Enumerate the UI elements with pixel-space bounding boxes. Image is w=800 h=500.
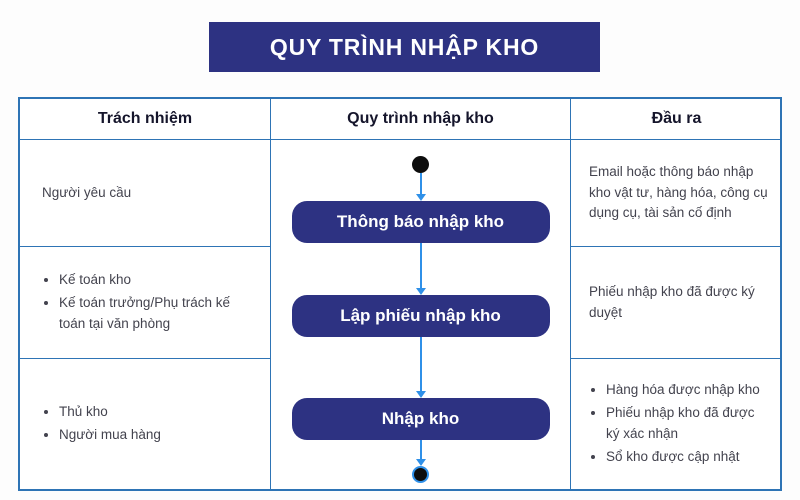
responsibility-cell-1 bbox=[20, 140, 271, 247]
header-cell-output bbox=[571, 99, 782, 140]
flow-diagram bbox=[271, 140, 571, 489]
header-cell-responsibility bbox=[20, 99, 271, 140]
arrow-down-icon bbox=[416, 337, 426, 398]
responsibility-cell-2 bbox=[20, 247, 271, 359]
list-item: • Người mua hàng bbox=[59, 425, 256, 446]
output-list bbox=[589, 378, 770, 470]
header-cell-process bbox=[271, 99, 571, 140]
output-cell-2 bbox=[571, 247, 782, 359]
header-label: Quy trình nhập kho bbox=[347, 110, 494, 127]
arrow-down-icon bbox=[416, 243, 426, 295]
output-cell-3 bbox=[571, 359, 782, 489]
flow-step-label: Lập phiếu nhập kho bbox=[340, 305, 501, 325]
arrow-down-icon bbox=[416, 440, 426, 466]
flow-step-label: Thông báo nhập kho bbox=[336, 211, 505, 231]
responsibility-text: Người yêu cầu bbox=[42, 184, 132, 200]
list-item: • Phiếu nhập kho đã được ký xác nhận bbox=[606, 403, 770, 445]
responsibility-list bbox=[42, 400, 256, 448]
title-banner bbox=[209, 22, 600, 72]
flow-step-1 bbox=[292, 201, 550, 243]
flow-step-2 bbox=[292, 295, 550, 337]
output-cell-1 bbox=[571, 140, 782, 247]
process-table bbox=[18, 97, 782, 491]
arrow-down-icon bbox=[416, 173, 426, 201]
responsibility-list bbox=[42, 268, 256, 337]
flow-step-3 bbox=[292, 398, 550, 440]
page-title: QUY TRÌNH NHẬP KHO bbox=[269, 33, 540, 60]
list-item: • Hàng hóa được nhập kho bbox=[606, 380, 770, 401]
header-label: Trách nhiệm bbox=[97, 110, 193, 127]
list-item: • Sổ kho được cập nhật bbox=[606, 447, 770, 468]
flow-step-label: Nhập kho bbox=[381, 408, 460, 428]
responsibility-cell-3 bbox=[20, 359, 271, 489]
list-item: • Thủ kho bbox=[59, 402, 256, 423]
end-node-icon bbox=[412, 466, 429, 483]
list-item: • Kế toán trưởng/Phụ trách kế toán tại văn phòng bbox=[59, 293, 256, 335]
start-node-icon bbox=[412, 156, 429, 173]
header-label: Đầu ra bbox=[651, 110, 702, 127]
list-item: • Kế toán kho bbox=[59, 270, 256, 291]
output-text: Phiếu nhập kho đã được ký duyệt bbox=[589, 283, 755, 320]
output-text: Email hoặc thông báo nhập kho vật tư, hàng hóa, công cụ dụng cụ, tài sản cố định bbox=[589, 163, 768, 221]
